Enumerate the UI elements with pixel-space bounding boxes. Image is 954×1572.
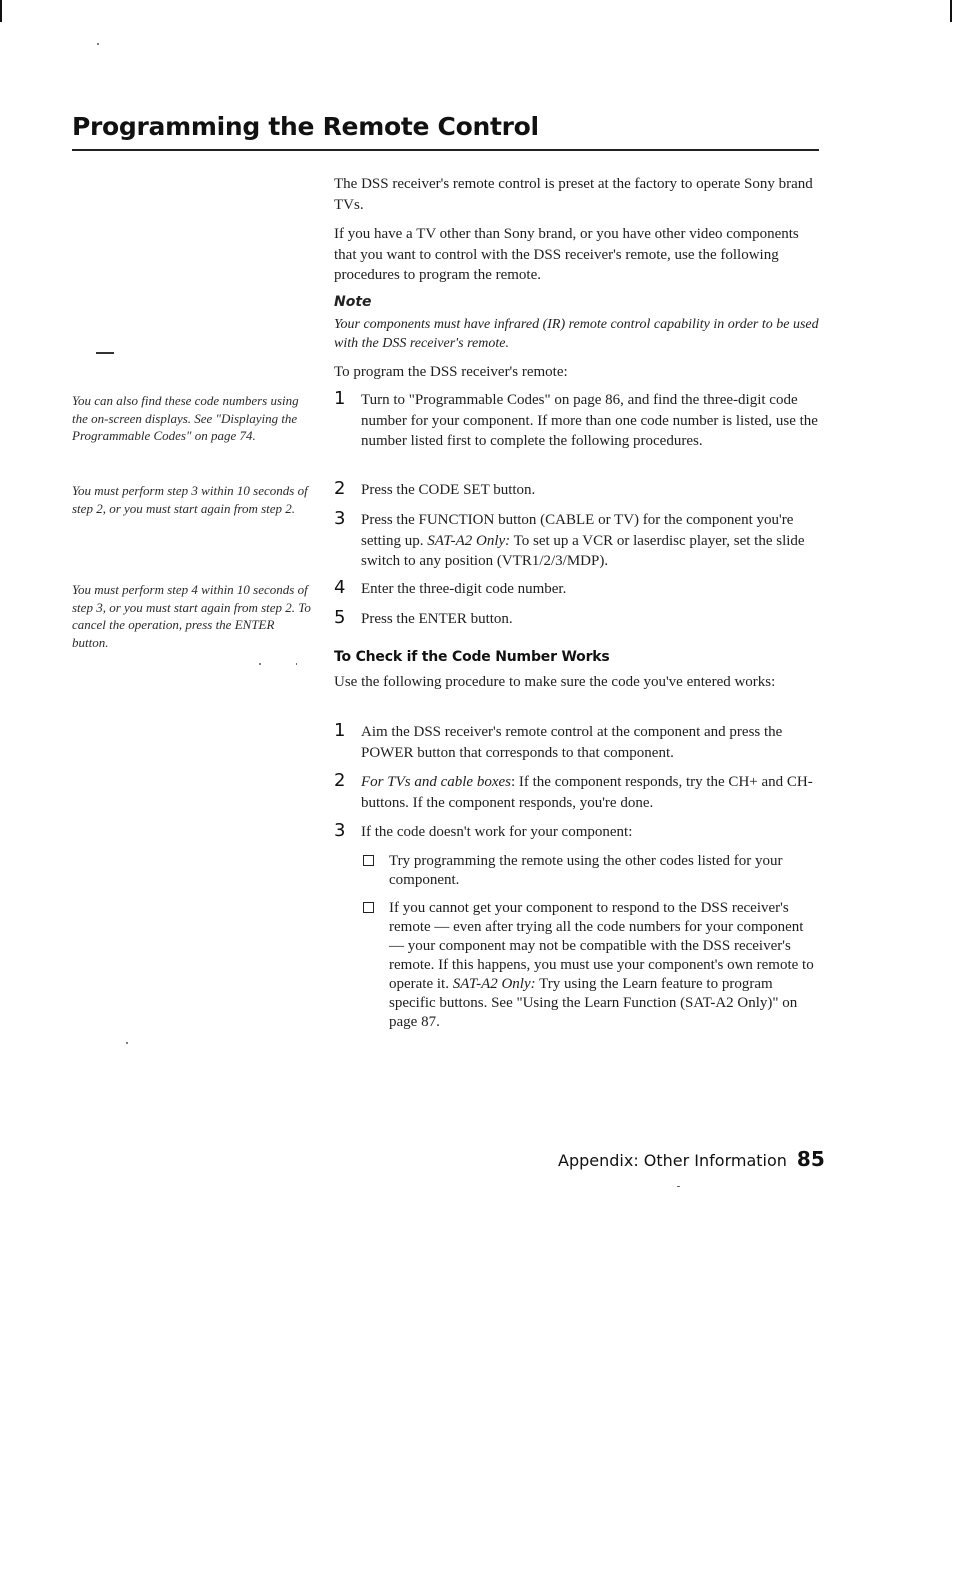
step-text: Press the ENTER button. [361,611,513,627]
scan-speck [259,663,261,665]
scan-edge-mark-left [0,0,2,22]
step-number: 4 [334,577,346,598]
step-text: Aim the DSS receiver's remote control at the component and press the POWER button that corresponds to that component. [361,724,783,761]
step-text: If the code doesn't work for your component: [361,824,633,840]
step-text: Enter the three-digit code number. [361,581,567,597]
scan-speck [126,1042,128,1044]
margin-dash [96,352,114,354]
note-text: Your components must have infrared (IR) remote control capability in order to be used with the DSS receiver's remote. [334,317,819,351]
sidenote-step3-timing: You must perform step 3 within 10 seconds of step 2, or you must start again from step 2. [72,483,308,516]
step-number: 1 [334,720,346,741]
scan-speck [677,1186,680,1187]
page-number: 85 [796,1147,825,1171]
intro-paragraph-1: The DSS receiver's remote control is preset at the factory to operate Sony brand TVs. [334,176,813,213]
step-number: 3 [334,820,346,841]
bullet-text: Try programming the remote using the other codes listed for your component. [389,853,783,888]
scan-edge-mark-right [950,0,952,22]
check-heading: To Check if the Code Number Works [334,649,610,665]
step-number: 1 [334,388,346,409]
step-number: 2 [334,478,346,499]
scan-speck [97,43,99,45]
title-rule [72,149,819,151]
step-text: For TVs and cable boxes: If the component responds, try the CH+ and CH- buttons. If the component responds, you're done. [361,774,813,811]
step-number: 3 [334,508,346,529]
step-text: Press the FUNCTION button (CABLE or TV) for the component you're setting up. SAT-A2 Only: To set up a VCR or laserdisc player, set the slide switch to any position (VTR1/2/3/MDP). [361,512,805,569]
step-number: 5 [334,607,346,628]
step-text: Turn to "Programmable Codes" on page 86, and find the three-digit code number for your component. If more than one code number is listed, use the number listed first to complete the following procedures. [361,392,818,449]
check-intro: Use the following procedure to make sure the code you've entered works: [334,674,776,690]
note-label: Note [334,294,372,310]
program-intro: To program the DSS receiver's remote: [334,364,568,380]
sidenote-step4-timing: You must perform step 4 within 10 seconds of step 3, or you must start again from step 2. To cancel the operation, press the ENTER button. [72,582,311,650]
footer-section: Appendix: Other Information [558,1151,787,1170]
scan-speck [296,663,297,665]
intro-paragraph-2: If you have a TV other than Sony brand, or you have other video components that you want to control with the DSS receiver's remote, use the following procedures to program the remote. [334,226,799,283]
step-text: Press the CODE SET button. [361,482,536,498]
checkbox-bullet-icon [363,902,374,913]
bullet-text: If you cannot get your component to respond to the DSS receiver's remote — even after trying all the code numbers for your component — your component may not be compatible with the DSS receiver's remote. If this happens, you must use your component's own remote to operate it. SAT-A2 Only: Try using the Learn feature to program specific buttons. See "Using the Learn Function (SAT-A2 Only)" on page 87. [389,900,814,1030]
page-footer [558,1147,823,1171]
sidenote-code-numbers: You can also find these code numbers using the on-screen displays. See "Displaying the Programmable Codes" on page 74. [72,393,299,443]
step-number: 2 [334,770,346,791]
checkbox-bullet-icon [363,855,374,866]
page-title: Programming the Remote Control [72,112,539,141]
